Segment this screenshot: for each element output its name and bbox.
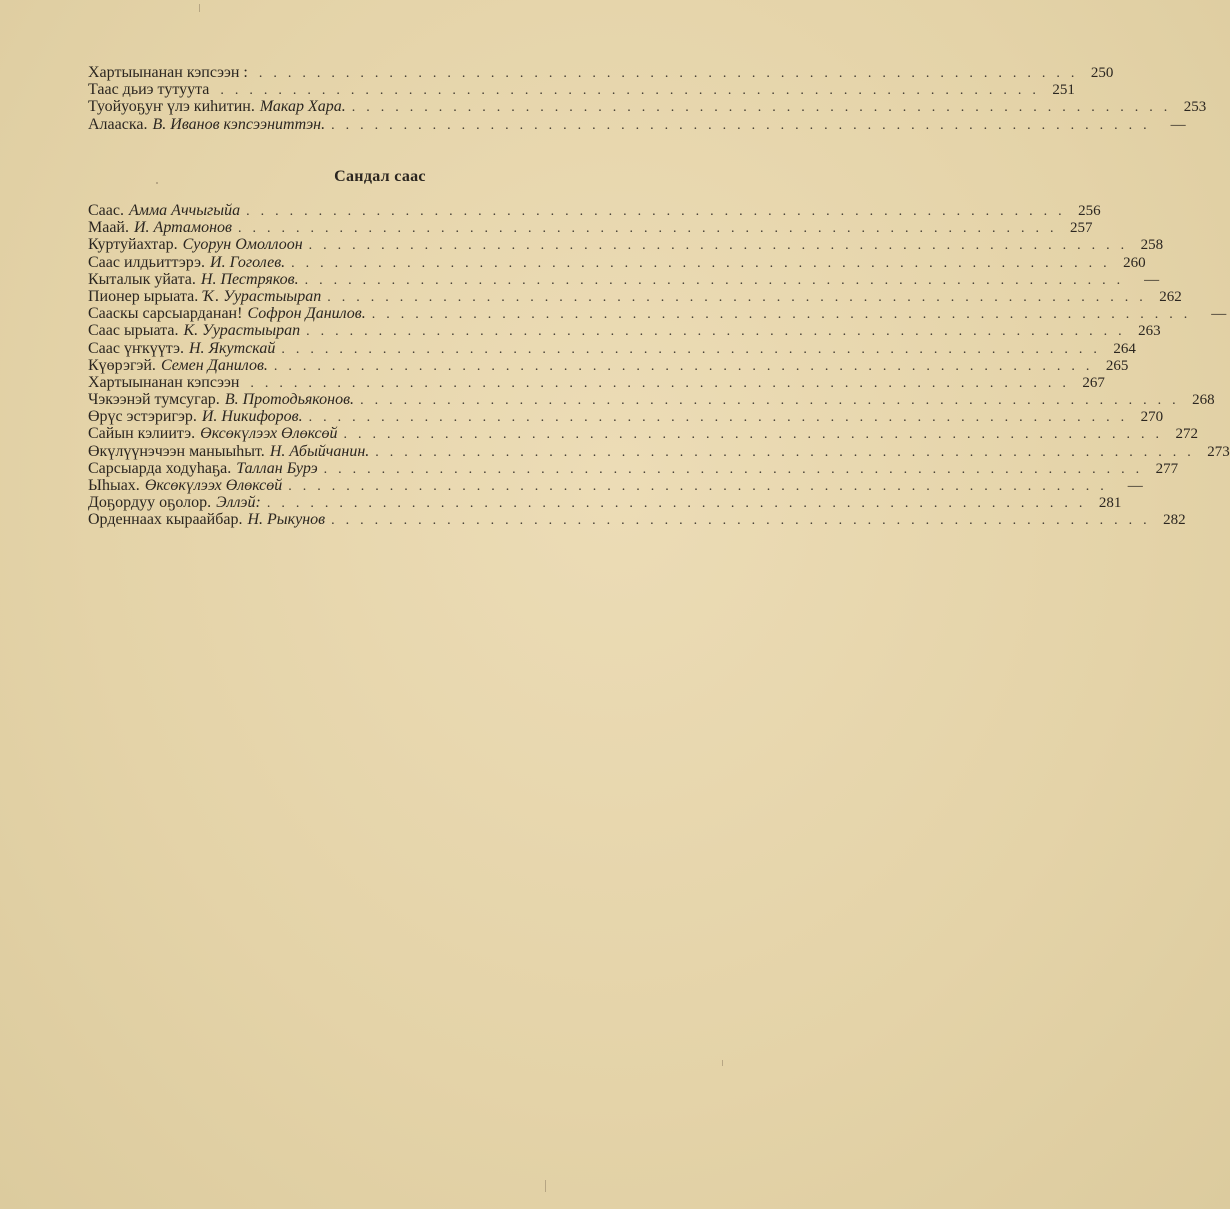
entry-author: Өксөкүлээх Өлөксөй [144,477,283,494]
dot-leader: ......................................................... [331,513,1158,529]
entry-title: Таас дьиэ тутуута [88,81,210,99]
entry-title: Туойуоҕуҥ үлэ киһитин. [88,98,255,116]
entry-page: 250 [1090,65,1114,81]
entry-author: К. Уурастыырап [183,322,301,340]
toc-entry [88,305,1227,323]
entry-author: Н. Рыкунов [247,511,326,529]
entry-title: Сарсыарда ходуһаҕа. [88,459,232,477]
dot-leader: ......................................................... [351,100,1179,116]
dot-leader: ......................................................... [360,393,1187,409]
entry-page: 258 [1140,237,1164,254]
toc-entry [88,339,1136,357]
entry-author: И. Гоголев. [210,253,286,271]
dot-leader: ......................................................... [273,358,1101,374]
entry-page: 281 [1098,495,1122,512]
entry-page: 273 [1207,443,1230,460]
entry-page: — [1211,306,1227,323]
toc-entry [88,442,1230,460]
entry-author: И. Артамонов [134,219,232,237]
toc-entry [88,459,1179,477]
entry-title: Доҕордуу оҕолор. [88,494,212,512]
entry-page: 256 [1078,203,1101,219]
dot-leader: ......................................................... [266,496,1094,512]
entry-author: Софрон Данилов. [247,305,366,323]
entry-author: Өксөкүлээх Өлөксөй [200,425,338,443]
entry-title: Куртуйахтар. [88,236,178,254]
dot-leader: ......................................................... [258,66,1086,81]
entry-author: В. Протодьяконов. [224,391,355,409]
dot-leader: ......................................................... [308,238,1136,254]
entry-title: Пионер ырыата. [88,287,199,305]
entry-page: 267 [1082,374,1105,391]
dot-leader: ......................................................... [304,272,1132,288]
entry-page: — [1127,478,1143,494]
entry-title: Алааска. [88,115,148,133]
entry-author: Ҡ. Уурастыырап [203,287,322,305]
entry-page: — [1170,116,1186,133]
entry-page: 270 [1140,409,1164,426]
dot-leader: ......................................................... [306,324,1133,340]
entry-author: Макар Хара. [259,98,346,116]
dot-leader: ......................................................... [288,479,1115,494]
entry-author: Н. Пестряков. [200,270,299,288]
entry-title: Күөрэгэй. [88,356,156,374]
toc-top-list [88,64,1207,133]
entry-title: Ыһыах. [88,477,140,494]
toc-entry [88,391,1215,409]
dot-leader: ......................................................... [281,341,1108,357]
entry-author: В. Иванов кэпсээниттэн. [152,115,326,133]
dot-leader: ......................................................... [220,83,1047,99]
entry-author: Суорун Омоллоон [182,236,303,254]
dot-leader: ......................................................... [375,444,1202,460]
toc-entry [88,425,1199,443]
toc-entry [88,202,1101,219]
entry-author: Эллэй: [216,494,261,512]
toc-entry [88,356,1129,374]
dot-leader: ......................................................... [250,375,1077,391]
entry-title: Саас ырыата. [88,322,179,340]
paper-speck [199,4,200,12]
entry-page: 282 [1163,512,1186,529]
entry-page: 265 [1105,357,1129,374]
entry-page: 262 [1159,288,1182,305]
entry-title: Маай. [88,219,129,237]
toc-entry [88,219,1093,237]
entry-page: 257 [1069,220,1093,237]
toc-main-list [88,202,1230,529]
entry-title: Сайын кэлиитэ. [88,425,196,443]
paper-speck [156,182,158,184]
entry-page: 251 [1052,82,1075,99]
toc-entry [88,98,1207,116]
entry-page: 268 [1192,392,1215,409]
entry-author: Таллан Бурэ [236,459,318,477]
dot-leader: ......................................................... [323,461,1151,477]
entry-title: Кыталык уйата. [88,270,196,288]
entry-title: Өрүс эстэригэр. [88,408,197,426]
toc-entry [88,511,1186,529]
paper-speck [545,1180,546,1192]
paper-speck [722,1060,723,1066]
dot-leader: ......................................................... [331,117,1158,133]
entry-page: 263 [1138,323,1161,340]
dot-leader: ......................................................... [237,221,1065,237]
entry-title: Саас. [88,202,124,219]
entry-page: 253 [1183,99,1207,116]
dot-leader: ......................................................... [291,255,1118,271]
entry-title: Орденнаах кыраайбар. [88,511,243,529]
entry-author: Н. Якутскай [188,339,276,357]
entry-title: Сааскы сарсыарданан! [88,305,243,323]
entry-title: Өкүлүүнэчээн маныыһыт. [88,442,265,460]
entry-title: Саас үҥкүүтэ. [88,339,184,357]
toc-entry [88,253,1146,271]
toc-entry [88,322,1161,340]
toc-entry [88,287,1182,305]
entry-page: 277 [1155,460,1179,477]
toc-entry [88,236,1164,254]
entry-author: Семен Данилов. [160,356,268,374]
dot-leader: ......................................................... [327,289,1154,305]
entry-title: Хартыынанан кэпсээн : [88,64,248,81]
entry-page: 260 [1123,254,1146,271]
entry-page: 272 [1175,426,1199,443]
entry-title: Чэкээнэй тумсугар. [88,391,220,409]
dot-leader: ......................................................... [308,410,1136,426]
dot-leader: ......................................................... [343,427,1171,443]
entry-author: Н. Абыйчанин. [269,442,370,460]
toc-entry [88,81,1075,99]
section-heading: Сандал саас [334,168,426,185]
dot-leader: ......................................................... [246,204,1073,219]
entry-author: И. Никифоров. [201,408,303,426]
toc-entry [88,477,1143,494]
entry-page: — [1144,271,1160,288]
dot-leader: ......................................................... [371,307,1199,323]
entry-page: 264 [1113,340,1136,357]
toc-entry [88,270,1160,288]
entry-author: Амма Аччыгыйа [128,202,241,219]
toc-entry [88,408,1164,426]
toc-entry [88,494,1122,512]
entry-title: Саас илдьиттэрэ. [88,253,206,271]
entry-title: Хартыынанан кэпсээн [88,373,240,391]
toc-entry [88,373,1105,391]
toc-entry [88,115,1186,133]
toc-entry [88,64,1114,81]
